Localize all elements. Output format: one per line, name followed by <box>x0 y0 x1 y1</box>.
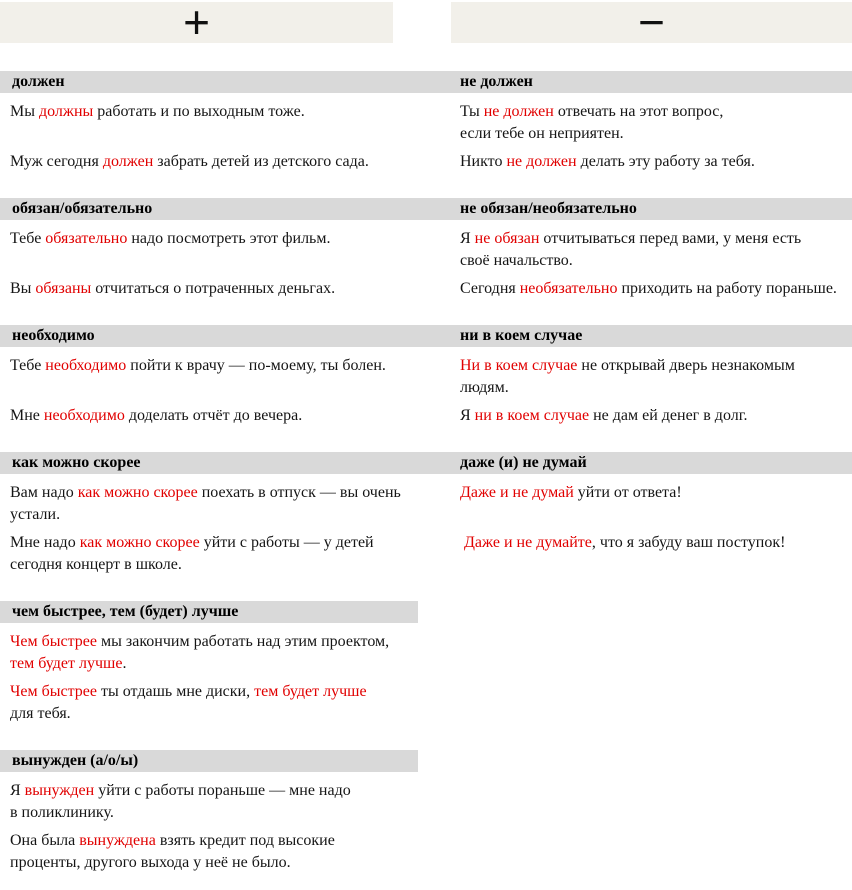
example-sentence <box>460 101 848 145</box>
sentence-text: отвечать на этот вопрос, <box>553 103 724 120</box>
example-row <box>0 830 852 874</box>
sentence-text: Она была <box>10 832 80 849</box>
example-sentence <box>10 830 410 874</box>
section-header-left <box>0 198 418 220</box>
example-cell-left <box>0 405 418 427</box>
example-row <box>0 681 852 725</box>
example-cell-left <box>0 780 418 824</box>
sentence-text: надо посмотреть этот фильм. <box>127 230 331 247</box>
example-sentence <box>10 405 410 427</box>
section-header-right <box>418 750 852 772</box>
section-2 <box>0 198 852 300</box>
section-header-left <box>0 750 418 772</box>
highlighted-term: обязаны <box>35 280 92 297</box>
sentence-text: приходить на работу пораньше. <box>617 280 837 297</box>
highlighted-term: Даже и не думай <box>460 484 574 501</box>
section-header-left <box>0 71 418 93</box>
sentence-text: в поликлинику. <box>10 804 114 821</box>
highlighted-term: ни в коем случае <box>474 407 590 424</box>
example-sentence <box>10 278 410 300</box>
example-sentence <box>460 532 848 554</box>
sentence-text: если тебе он неприятен. <box>460 125 624 142</box>
sentence-text: Я <box>460 230 475 247</box>
sentence-text: устали. <box>10 506 61 523</box>
highlighted-term: тем будет лучше <box>10 655 123 672</box>
section-header-right <box>418 71 852 93</box>
section-title: обязан/обязательно <box>12 200 153 217</box>
example-sentence <box>10 532 410 576</box>
column-gap <box>393 2 451 43</box>
sections-table <box>0 71 852 874</box>
sentence-text: работать и по выходным тоже. <box>93 103 305 120</box>
highlighted-term: не обязан <box>474 230 540 247</box>
example-row <box>0 151 852 173</box>
sentence-text: уйти от ответа! <box>573 484 682 501</box>
section-title: даже (и) не думай <box>460 454 587 471</box>
section-header-row <box>0 452 852 474</box>
highlighted-term: вынуждена <box>79 832 156 849</box>
example-cell-left <box>0 532 418 576</box>
highlighted-term: Ни в коем случае <box>460 357 578 374</box>
section-header-left <box>0 452 418 474</box>
example-sentence <box>460 151 848 173</box>
example-cell-left <box>0 355 418 377</box>
highlighted-term: необходимо <box>43 407 125 424</box>
example-sentence <box>460 278 848 300</box>
sentence-text: своё начальство. <box>460 252 573 269</box>
sentence-text: . <box>122 655 127 672</box>
sentence-text: Тебе <box>10 357 46 374</box>
sentence-text: пойти к врачу — по-моему, ты болен. <box>126 357 386 374</box>
sentence-text: мы закончим работать над этим проектом, <box>97 633 390 650</box>
sentence-text: Вы <box>10 280 36 297</box>
section-title: необходимо <box>12 327 95 344</box>
example-cell-left <box>0 101 418 123</box>
sentence-text: доделать отчёт до вечера. <box>124 407 303 424</box>
section-title: чем быстрее, тем (будет) лучше <box>12 603 239 620</box>
section-title: как можно скорее <box>12 454 141 471</box>
example-row <box>0 482 852 526</box>
section-4 <box>0 452 852 576</box>
section-title: ни в коем случае <box>460 327 583 344</box>
sentence-text: ты отдашь мне диски, <box>97 683 255 700</box>
highlighted-term: Чем быстрее <box>10 633 98 650</box>
sentence-text: делать эту работу за тебя. <box>576 153 755 170</box>
highlighted-term: обязательно <box>45 230 128 247</box>
minus-icon: − <box>638 0 665 48</box>
sentence-text: Мне <box>10 407 44 424</box>
example-sentence <box>10 101 410 123</box>
example-row <box>0 355 852 399</box>
section-title: вынужден (а/о/ы) <box>12 752 139 769</box>
sentence-text: Мне надо <box>10 534 80 551</box>
section-header-row <box>0 601 852 623</box>
section-header-row <box>0 325 852 347</box>
example-cell-left <box>0 278 418 300</box>
example-cell-left <box>0 482 418 526</box>
sentence-text: Я <box>460 407 475 424</box>
example-cell-right <box>418 101 852 145</box>
section-header-row <box>0 198 852 220</box>
example-row <box>0 405 852 427</box>
example-cell-right <box>418 355 852 399</box>
example-sentence <box>460 482 848 504</box>
positive-column-header <box>0 0 393 48</box>
example-sentence <box>460 355 848 399</box>
example-row <box>0 532 852 576</box>
example-cell-right <box>418 405 852 427</box>
sentence-text: сегодня концерт в школе. <box>10 556 182 573</box>
sentence-text: уйти с работы пораньше — мне надо <box>94 782 351 799</box>
section-title: должен <box>12 73 65 90</box>
sentence-text: отчитаться о потраченных деньгах. <box>91 280 336 297</box>
highlighted-term: необходимо <box>45 357 127 374</box>
sentence-text: , что я забуду ваш поступок! <box>591 534 786 551</box>
highlighted-term: Чем быстрее <box>10 683 98 700</box>
highlighted-term: необязательно <box>519 280 618 297</box>
highlighted-term: вынужден <box>24 782 95 799</box>
highlighted-term: должны <box>38 103 94 120</box>
column-headers <box>0 0 852 48</box>
highlighted-term: как можно скорее <box>77 484 198 501</box>
example-sentence <box>10 631 410 675</box>
section-header-row <box>0 750 852 772</box>
example-cell-left <box>0 151 418 173</box>
sentence-text: взять кредит под высокие <box>155 832 335 849</box>
section-header-right <box>418 452 852 474</box>
sentence-text: Ты <box>460 103 484 120</box>
example-cell-right <box>418 278 852 300</box>
sentence-text: проценты, другого выхода у неё не было. <box>10 854 291 871</box>
highlighted-term: не должен <box>483 103 554 120</box>
negative-column-header <box>451 0 852 48</box>
sentence-text: не дам ей денег в долг. <box>589 407 748 424</box>
section-header-right <box>418 601 852 623</box>
plus-icon: + <box>183 0 210 48</box>
example-cell-right <box>418 228 852 272</box>
example-row <box>0 101 852 145</box>
example-row <box>0 780 852 824</box>
highlighted-term: не должен <box>506 153 577 170</box>
example-sentence <box>460 228 848 272</box>
section-title: не обязан/необязательно <box>460 200 637 217</box>
sentence-text: Сегодня <box>460 280 520 297</box>
section-5 <box>0 601 852 725</box>
example-cell-left <box>0 228 418 250</box>
highlighted-term: должен <box>102 153 154 170</box>
section-title: не должен <box>460 73 533 90</box>
section-header-row <box>0 71 852 93</box>
sentence-text: Вам надо <box>10 484 78 501</box>
example-cell-left <box>0 681 418 725</box>
sentence-text: для тебя. <box>10 705 71 722</box>
example-sentence <box>10 780 410 824</box>
sentence-text: забрать детей из детского сада. <box>153 153 369 170</box>
highlighted-term: тем будет лучше <box>254 683 367 700</box>
section-header-right <box>418 198 852 220</box>
example-row <box>0 631 852 675</box>
example-sentence <box>10 228 410 250</box>
highlighted-term: как можно скорее <box>79 534 200 551</box>
example-cell-right <box>418 482 852 504</box>
example-sentence <box>10 151 410 173</box>
sentence-text: Я <box>10 782 25 799</box>
sentence-text: Муж сегодня <box>10 153 103 170</box>
example-sentence <box>10 355 410 377</box>
section-header-left <box>0 325 418 347</box>
sentence-text: поехать в отпуск — вы очень <box>197 484 401 501</box>
highlighted-term: Даже и не думайте <box>464 534 592 551</box>
section-3 <box>0 325 852 427</box>
example-sentence <box>10 681 410 725</box>
sentence-text: Никто <box>460 153 507 170</box>
example-sentence <box>460 405 848 427</box>
section-1 <box>0 71 852 173</box>
sentence-text: Тебе <box>10 230 46 247</box>
example-cell-right <box>418 151 852 173</box>
sentence-text: отчитываться перед вами, у меня есть <box>539 230 802 247</box>
example-row <box>0 278 852 300</box>
section-6 <box>0 750 852 874</box>
example-cell-left <box>0 631 418 675</box>
section-header-left <box>0 601 418 623</box>
sentence-text: не открывай дверь незнакомым <box>577 357 795 374</box>
sentence-text: людям. <box>460 379 509 396</box>
example-cell-left <box>0 830 418 874</box>
sentence-text: уйти с работы — у детей <box>199 534 374 551</box>
example-row <box>0 228 852 272</box>
section-header-right <box>418 325 852 347</box>
example-sentence <box>10 482 410 526</box>
example-cell-right <box>418 532 852 554</box>
sentence-text: Мы <box>10 103 39 120</box>
